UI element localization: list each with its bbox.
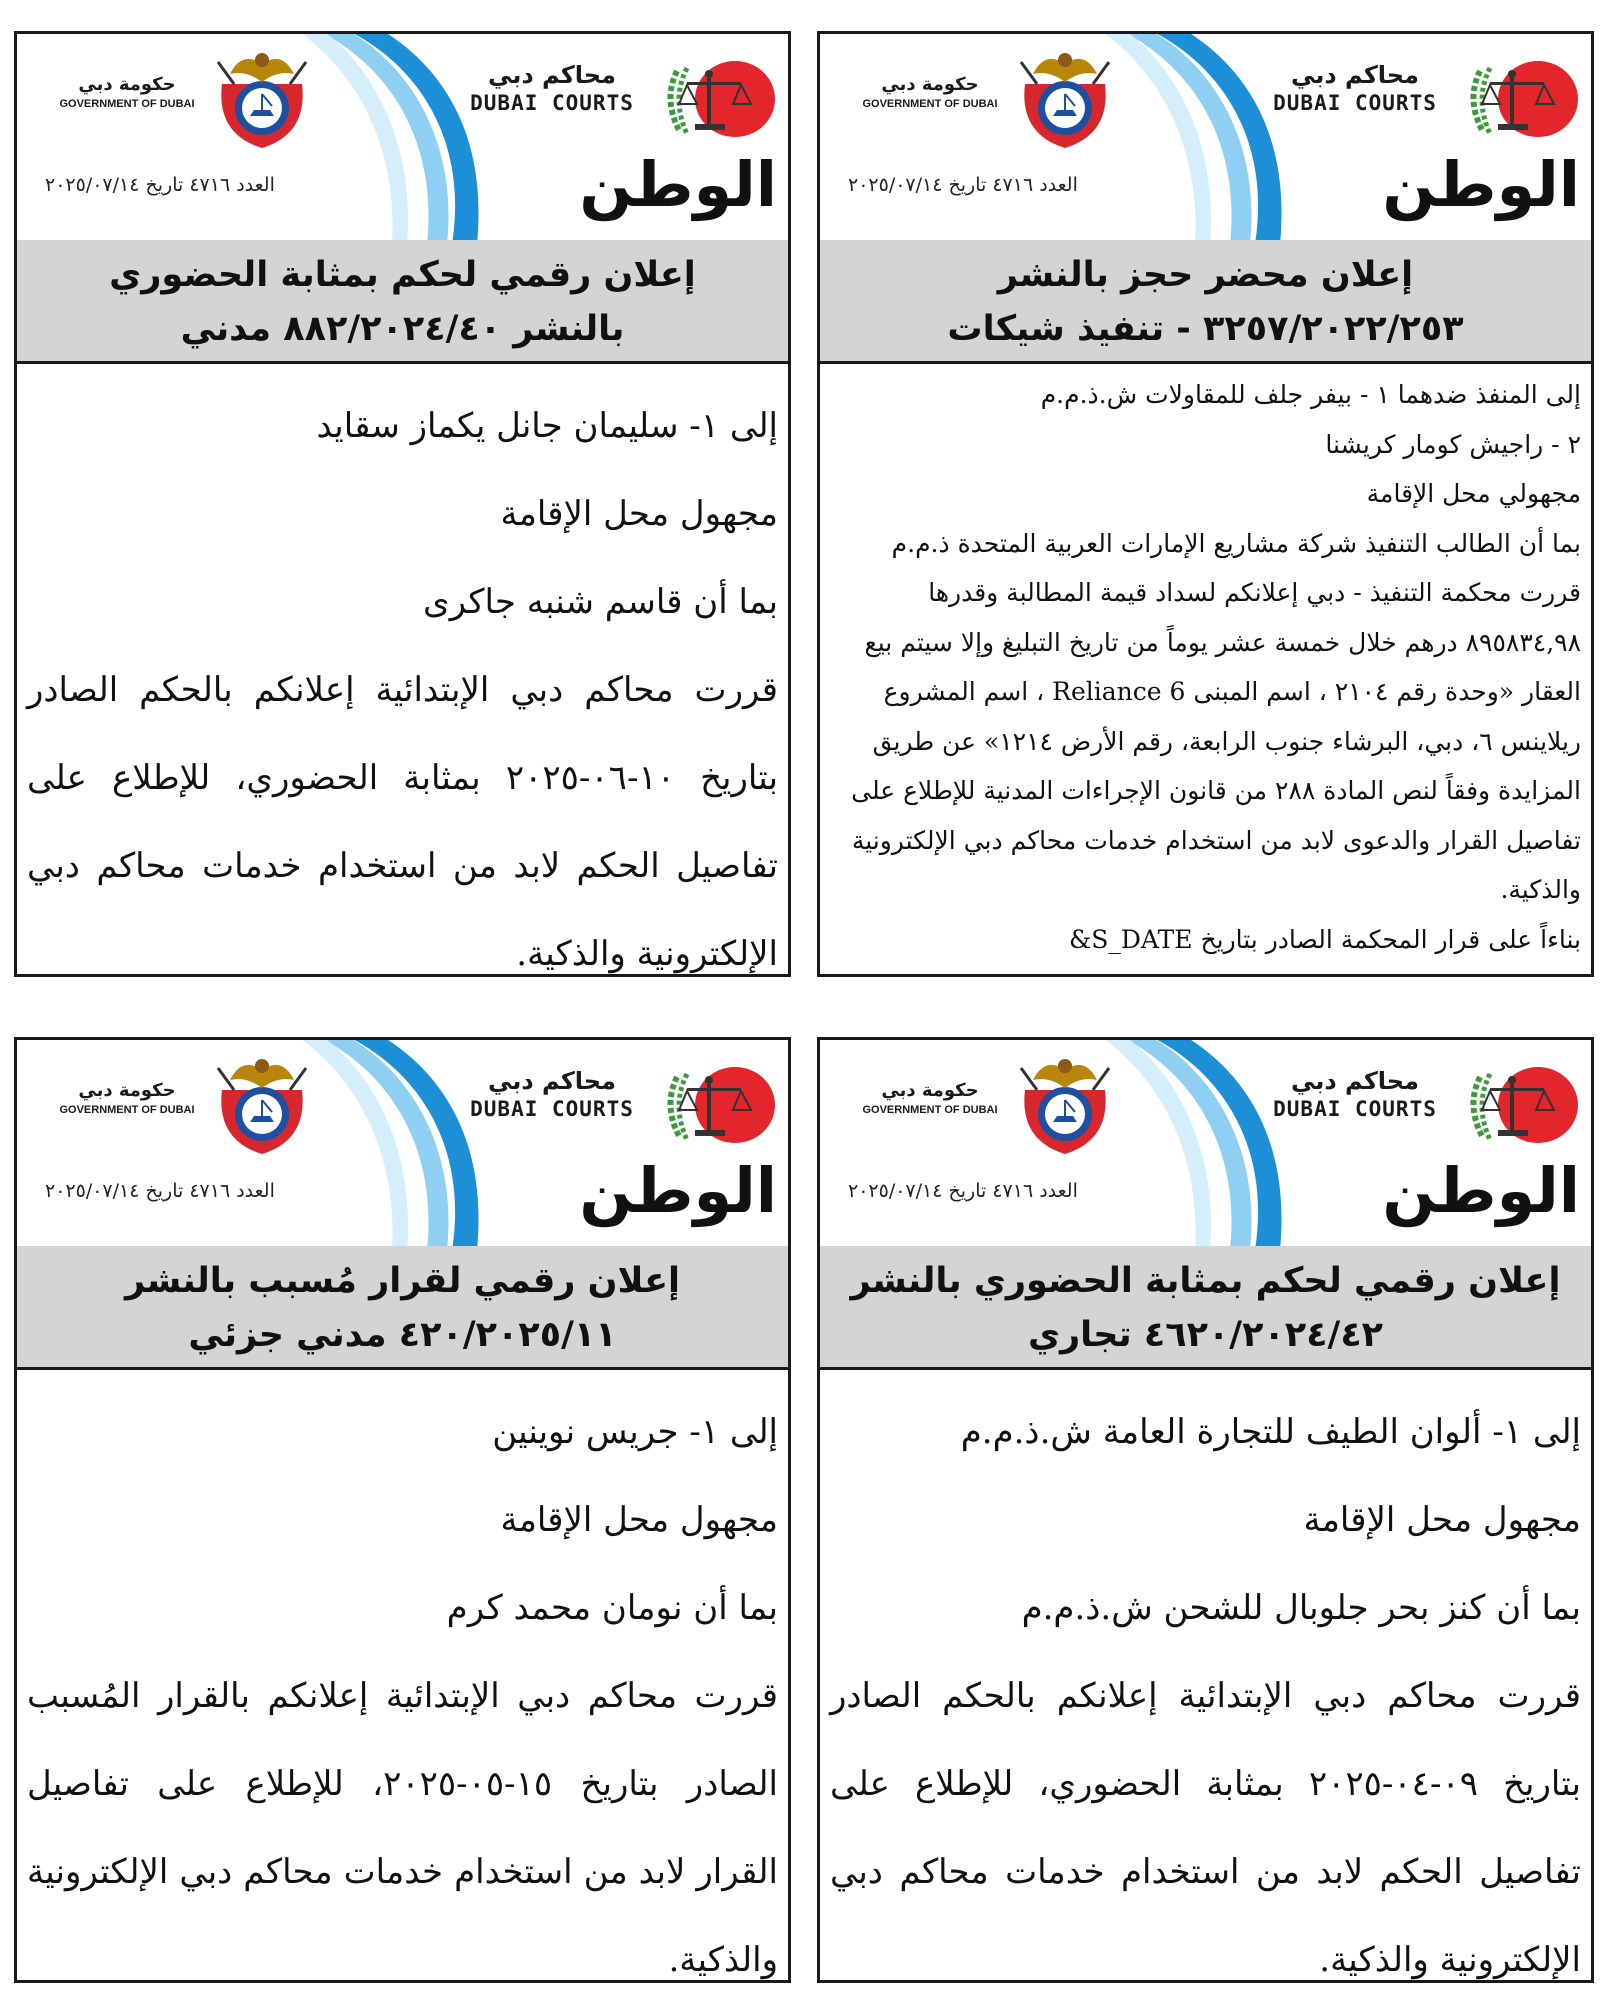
- government-name-ar: حكومة دبي: [881, 74, 979, 95]
- dubai-government-emblem: [212, 1050, 312, 1158]
- notice-title-line-2: ٤٦٢٠/٢٠٢٤/٤٢ تجاري: [1027, 1315, 1384, 1355]
- newspaper-title: الوطن: [1382, 148, 1580, 221]
- dubai-government-emblem: [1015, 44, 1115, 152]
- notice-title: [820, 1246, 1591, 1370]
- notice-title: [17, 240, 788, 364]
- courts-name-en: DUBAI COURTS: [1273, 1097, 1437, 1121]
- notice-seizure-report: [817, 31, 1594, 977]
- dubai-courts-logo: [657, 56, 777, 142]
- government-name-en: GOVERNMENT OF DUBAI: [862, 1104, 998, 1116]
- notice-body: [27, 1388, 778, 1983]
- notice-body: [830, 1388, 1581, 1983]
- notice-body: [830, 370, 1581, 964]
- government-name: [37, 1080, 217, 1118]
- notice-paragraph: قررت محاكم دبي الإبتدائية إعلانكم بالحكم الصادر بتاريخ ٠٩-٠٤-٢٠٢٥ بمثابة الحضوري، للإطلاع على تفاصيل الحكم لابد من استخدام خدمات محاكم دبي الإلكترونية والذكية.: [830, 1676, 1581, 1980]
- government-name: [840, 1080, 1020, 1118]
- government-name-en: GOVERNMENT OF DUBAI: [862, 98, 998, 110]
- masthead: [17, 1040, 788, 1246]
- notice-title-line-1: إعلان رقمي لقرار مُسبب بالنشر: [124, 1261, 680, 1301]
- issue-line: العدد ٤٧١٦ تاريخ ٢٠٢٥/٠٧/١٤: [45, 174, 275, 196]
- notice-paragraph: مجهول محل الإقامة: [500, 494, 778, 534]
- dubai-courts-logo: [1460, 1062, 1580, 1148]
- notice-paragraph: ٢ - راجيش كومار كريشنا: [1325, 429, 1581, 459]
- courts-name-en: DUBAI COURTS: [470, 1097, 634, 1121]
- notice-reasoned-decision: [14, 1037, 791, 1983]
- courts-name-ar: محاكم دبي: [488, 1067, 616, 1095]
- courts-name-ar: محاكم دبي: [488, 61, 616, 89]
- notice-title-line-1: إعلان رقمي لحكم بمثابة الحضوري بالنشر: [850, 1261, 1561, 1301]
- notice-title-line-2: ٣٢٥٧/٢٠٢٢/٢٥٣ - تنفيذ شيكات: [947, 309, 1464, 349]
- newspaper-title: الوطن: [579, 148, 777, 221]
- notice-paragraph: قررت محاكم دبي الإبتدائية إعلانكم بالحكم الصادر بتاريخ ١٠-٠٦-٢٠٢٥ بمثابة الحضوري، للإطلاع على تفاصيل الحكم لابد من استخدام خدمات محاكم دبي الإلكترونية والذكية.: [27, 670, 778, 974]
- dubai-courts-logo: [1460, 56, 1580, 142]
- notice-paragraph: مجهول محل الإقامة: [1303, 1500, 1581, 1540]
- government-name-en: GOVERNMENT OF DUBAI: [59, 98, 195, 110]
- issue-line: العدد ٤٧١٦ تاريخ ٢٠٢٥/٠٧/١٤: [45, 1180, 275, 1202]
- courts-name-ar: محاكم دبي: [1291, 1067, 1419, 1095]
- scales-of-justice-icon: [1460, 1062, 1580, 1148]
- notice-paragraph: مجهولي محل الإقامة: [1366, 479, 1581, 508]
- scales-of-justice-icon: [657, 1062, 777, 1148]
- newspaper-title: الوطن: [1382, 1154, 1580, 1227]
- government-name-en: GOVERNMENT OF DUBAI: [59, 1104, 195, 1116]
- notice-paragraph: مجهول محل الإقامة: [500, 1500, 778, 1540]
- notice-paragraph: قررت محاكم دبي الإبتدائية إعلانكم بالقرار المُسبب الصادر بتاريخ ١٥-٠٥-٢٠٢٥، للإطلاع على تفاصيل القرار لابد من استخدام خدمات محاكم دبي الإلكترونية والذكية.: [27, 1676, 778, 1980]
- notice-paragraph: إلى ١- جريس نوينين: [492, 1412, 778, 1452]
- courts-name: [1260, 60, 1450, 116]
- courts-name-en: DUBAI COURTS: [1273, 91, 1437, 115]
- notice-paragraph: إلى المنفذ ضدهما ١ - بيفر جلف للمقاولات ش.ذ.م.م: [1040, 380, 1581, 409]
- scales-of-justice-icon: [657, 56, 777, 142]
- masthead: [820, 34, 1591, 240]
- scales-of-justice-icon: [1460, 56, 1580, 142]
- courts-name-ar: محاكم دبي: [1291, 61, 1419, 89]
- government-name: [37, 74, 217, 112]
- notice-paragraph: بما أن الطالب التنفيذ شركة مشاريع الإمارات العربية المتحدة ذ.م.م قررت محكمة التنفيذ - دبي إعلانكم لسداد قيمة المطالبة وقدرها ٨٩٥٨٣٤,٩٨ درهم خلال خمسة عشر يوماً من تاريخ التبليغ وإلا سيتم بيع العقار «وحدة رقم ٢١٠٤ ، اسم المبنى Reliance 6 ، اسم المشروع ريلاينس ٦، دبي، البرشاء جنوب الرابعة، رقم الأرض ١٢١٤» عن طريق المزايدة وفقاً لنص المادة ٢٨٨ من قانون الإجراءات المدنية للإطلاع على تفاصيل القرار والدعوى لابد من استخدام خدمات محاكم دبي الإلكترونية والذكية.: [851, 528, 1581, 904]
- government-name-ar: حكومة دبي: [78, 74, 176, 95]
- government-name-ar: حكومة دبي: [78, 1080, 176, 1101]
- issue-line: العدد ٤٧١٦ تاريخ ٢٠٢٥/٠٧/١٤: [848, 174, 1078, 196]
- notice-paragraph: بما أن نومان محمد كرم: [446, 1588, 778, 1628]
- dubai-government-emblem: [1015, 1050, 1115, 1158]
- notice-title: [17, 1246, 788, 1370]
- issue-line: العدد ٤٧١٦ تاريخ ٢٠٢٥/٠٧/١٤: [848, 1180, 1078, 1202]
- masthead: [17, 34, 788, 240]
- notice-body: [27, 382, 778, 977]
- notice-title: [820, 240, 1591, 364]
- notice-paragraph: بما أن قاسم شنبه جاكرى: [422, 582, 778, 622]
- notice-paragraph: إلى ١- سليمان جانل يكماز سقايد: [316, 406, 778, 446]
- notice-title-line-2: ٤٢٠/٢٠٢٥/١١ مدني جزئي: [188, 1315, 617, 1355]
- falcon-emblem-icon: [1015, 1050, 1115, 1158]
- notice-paragraph: إلى ١- ألوان الطيف للتجارة العامة ش.ذ.م.م: [960, 1412, 1581, 1452]
- dubai-courts-logo: [657, 1062, 777, 1148]
- government-name-ar: حكومة دبي: [881, 1080, 979, 1101]
- notice-judgment-commercial: [817, 1037, 1594, 1983]
- courts-name: [457, 1066, 647, 1122]
- notice-paragraph: بما أن كنز بحر جلوبال للشحن ش.ذ.م.م: [1021, 1588, 1581, 1628]
- notice-judgment-civil: [14, 31, 791, 977]
- courts-name: [457, 60, 647, 116]
- falcon-emblem-icon: [212, 1050, 312, 1158]
- dubai-government-emblem: [212, 44, 312, 152]
- masthead: [820, 1040, 1591, 1246]
- government-name: [840, 74, 1020, 112]
- notice-paragraph: بناءاً على قرار المحكمة الصادر بتاريخ S_DATE&: [1068, 924, 1581, 954]
- courts-name: [1260, 1066, 1450, 1122]
- notice-title-line-1: إعلان رقمي لحكم بمثابة الحضوري: [109, 255, 696, 295]
- notice-title-line-2: بالنشر ٨٨٢/٢٠٢٤/٤٠ مدني: [180, 309, 625, 349]
- falcon-emblem-icon: [1015, 44, 1115, 152]
- newspaper-title: الوطن: [579, 1154, 777, 1227]
- notice-title-line-1: إعلان محضر حجز بالنشر: [997, 255, 1414, 295]
- courts-name-en: DUBAI COURTS: [470, 91, 634, 115]
- falcon-emblem-icon: [212, 44, 312, 152]
